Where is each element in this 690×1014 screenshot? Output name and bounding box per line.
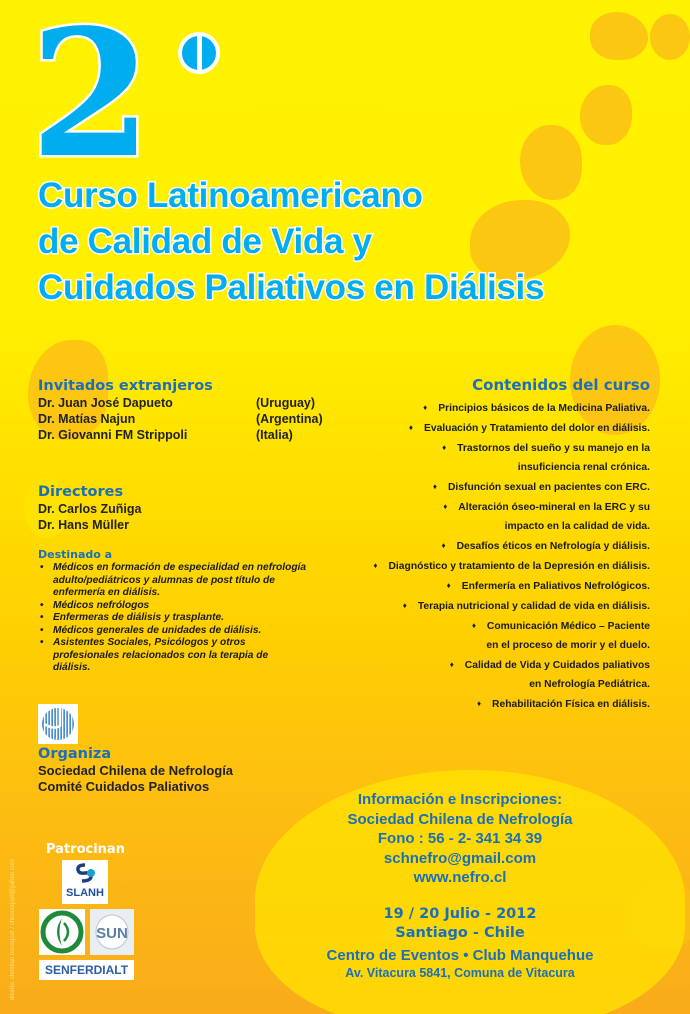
slanh-logo — [62, 860, 108, 904]
director-name: Dr. Carlos Zuñiga — [38, 502, 142, 516]
contenido-item-cont — [320, 517, 650, 536]
contenido-item — [320, 694, 650, 714]
contenido-item-cont — [320, 675, 650, 694]
destinado-heading: Destinado a — [38, 548, 113, 561]
contenidos-heading: Contenidos del curso — [472, 376, 650, 394]
diamond-bullet-icon: ♦ — [432, 482, 437, 491]
decor-blob — [650, 14, 690, 60]
organiza-heading: Organiza — [38, 746, 112, 762]
sochinef-logo — [38, 704, 78, 744]
diamond-bullet-icon: ♦ — [449, 660, 454, 669]
organiza-line: Sociedad Chilena de Nefrología — [38, 763, 234, 778]
contenido-item — [320, 418, 650, 438]
destinado-item: • Asistentes Sociales, Psicólogos y otros profesionales relacionados con la terapia de diálisis. — [38, 637, 308, 675]
senferdialt-label: SENFERDIALT — [44, 963, 129, 977]
contenido-item — [320, 536, 650, 556]
contenido-item — [320, 576, 650, 596]
diamond-bullet-icon: ♦ — [476, 699, 482, 708]
sun-logo — [90, 909, 134, 955]
contenido-text: Calidad de Vida y Cuidados paliativos — [464, 660, 650, 671]
contenido-text: Comunicación Médico – Paciente — [486, 621, 650, 632]
diamond-bullet-icon: ♦ — [408, 423, 413, 432]
contenido-text: Diagnóstico y tratamiento de la Depresión en diálisis. — [388, 561, 650, 572]
diamond-bullet-icon: ♦ — [443, 502, 448, 511]
contenido-item — [320, 556, 650, 576]
organiza-section — [38, 746, 233, 795]
diamond-bullet-icon: ♦ — [441, 541, 446, 550]
invitado-country: (Italia) — [256, 428, 293, 442]
info-heading: Información e Inscripciones: — [357, 791, 563, 808]
contenido-text: Trastornos del sueño y su manejo en la — [457, 443, 650, 454]
invitado-name: Dr. Juan José Dapueto — [38, 396, 173, 410]
contenido-text: impacto en la calidad de vida. — [504, 521, 650, 532]
invitado-row — [38, 411, 358, 427]
info-section — [300, 790, 620, 981]
contenido-item — [320, 616, 650, 636]
contenido-item — [320, 438, 650, 458]
directores-heading: Directores — [38, 484, 124, 500]
decor-blob — [520, 125, 582, 200]
invitado-row — [38, 395, 358, 411]
kidney-stripes-logo-icon — [38, 704, 78, 744]
destinado-list — [38, 562, 308, 675]
destinado-item: • Médicos generales de unidades de diálisis. — [38, 625, 308, 638]
event-venue: Centro de Eventos • Club Manquehue — [326, 946, 594, 964]
event-address: Av. Vitacura 5841, Comuna de Vitacura — [345, 965, 575, 980]
info-email[interactable]: schnefro@gmail.com — [383, 849, 537, 867]
sociedad-argentina-nefrologia-logo — [39, 909, 85, 955]
contenido-text: Rehabilitación Física en diálisis. — [492, 699, 650, 710]
contenido-text: Evaluación y Tratamiento del dolor en diálisis. — [423, 423, 650, 434]
organiza-line: Comité Cuidados Paliativos — [38, 779, 210, 794]
director-name: Dr. Hans Müller — [38, 518, 129, 532]
event-date: 19 / 20 Julio - 2012 — [383, 905, 537, 922]
directores-section — [38, 484, 142, 533]
argentina-nefrologia-seal-icon — [39, 909, 85, 955]
edition-number: 2 — [30, 0, 152, 197]
contenido-item-cont — [320, 636, 650, 655]
contenido-text: Disfunción sexual en pacientes con ERC. — [448, 482, 650, 493]
contenido-item-cont — [320, 458, 650, 477]
title-line-3: Cuidados Paliativos en Diálisis — [38, 268, 545, 307]
info-website[interactable]: www.nefro.cl — [413, 869, 507, 886]
destinado-section — [38, 548, 308, 675]
info-society: Sociedad Chilena de Nefrología — [347, 810, 573, 828]
slanh-swirl-icon — [72, 863, 98, 883]
destinado-item: • Enfermeras de diálisis y trasplante. — [38, 612, 308, 625]
invitado-name: Dr. Giovanni FM Strippoli — [38, 428, 188, 442]
slanh-label: SLANH — [66, 887, 104, 899]
invitados-heading: Invitados extranjeros — [38, 378, 213, 394]
invitado-country: (Uruguay) — [256, 396, 316, 410]
contenido-item — [320, 497, 650, 517]
contenido-text: insuficiencia renal crónica. — [517, 462, 650, 473]
edition-degree-symbol — [178, 32, 220, 74]
contenido-text: Principios básicos de la Medicina Paliativa. — [438, 403, 650, 414]
contenido-text: Alteración óseo-mineral en la ERC y su — [458, 502, 650, 513]
contenido-item — [320, 596, 650, 616]
contenido-text: Enfermería en Paliativos Nefrológicos. — [461, 581, 650, 592]
decor-blob — [580, 85, 632, 145]
diamond-bullet-icon: ♦ — [402, 601, 407, 610]
invitado-row — [38, 427, 358, 443]
diamond-bullet-icon: ♦ — [442, 443, 447, 452]
invitado-country: (Argentina) — [256, 412, 323, 426]
invitado-name: Dr. Matías Najun — [38, 412, 136, 426]
contenido-text: Desafíos éticos en Nefrología y diálisis. — [456, 541, 650, 552]
contenido-text: en Nefrología Pediátrica. — [529, 679, 650, 690]
sun-kidney-icon — [90, 909, 134, 955]
invitados-section — [38, 378, 358, 443]
contenidos-section — [320, 377, 650, 714]
contenido-text: en el proceso de morir y el duelo. — [486, 640, 650, 651]
diamond-bullet-icon: ♦ — [471, 621, 476, 630]
destinado-item: • Médicos en formación de especialidad en nefrología adulto/pediátricos y alumnas de post título de enfermería en diálisis. — [38, 562, 308, 600]
title-line-1: Curso Latinoamericano — [38, 176, 423, 215]
contenido-item — [320, 477, 650, 497]
title-line-2: de Calidad de Vida y — [38, 222, 372, 261]
event-city: Santiago - Chile — [395, 924, 525, 941]
designer-credit: diseño: christian bousquet / chbousquet@yahoo.com — [10, 858, 16, 1000]
destinado-item: • Médicos nefrólogos — [38, 600, 308, 613]
decor-blob — [590, 12, 648, 60]
info-phone: Fono : 56 - 2- 341 34 39 — [377, 830, 543, 847]
sun-text: SUN — [96, 925, 128, 942]
diamond-bullet-icon: ♦ — [446, 581, 451, 590]
senferdialt-logo — [39, 960, 134, 980]
contenido-item — [320, 398, 650, 418]
contenido-text: Terapia nutricional y calidad de vida en diálisis. — [417, 601, 650, 612]
patrocinan-heading: Patrocinan — [46, 842, 125, 857]
contenido-item — [320, 655, 650, 675]
diamond-bullet-icon: ♦ — [423, 403, 428, 412]
diamond-bullet-icon: ♦ — [373, 561, 378, 570]
